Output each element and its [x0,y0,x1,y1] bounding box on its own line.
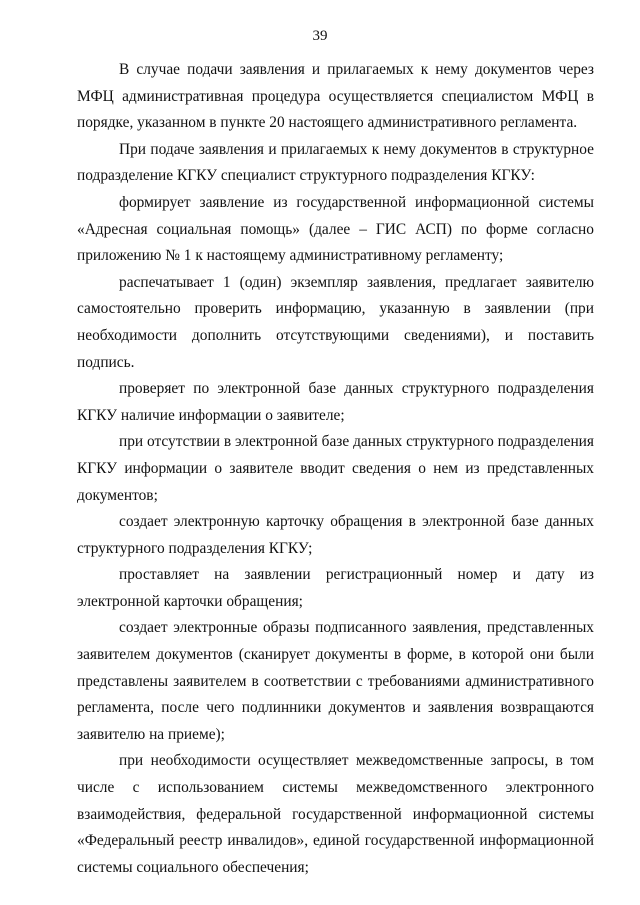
paragraph-check-database: проверяет по электронной базе данных структурного подразделения КГКУ наличие информации о заявителе; [77,380,594,424]
paragraph-form-application: формирует заявление из государственной информационной системы «Адресная социальная помощь» (далее – ГИС АСП) по форме согласно приложению № 1 к настоящему административному регламенту; [77,193,594,265]
paragraph-create-card: создает электронную карточку обращения в электронной базе данных структурного подразделения КГКУ; [77,513,594,557]
paragraph-enter-data: при отсутствии в электронной базе данных структурного подразделения КГКУ информации о заявителе вводит сведения о нем из представленных документов; [77,433,594,504]
paragraph-register-number: проставляет на заявлении регистрационный номер и дату из электронной карточки обращения; [77,566,594,610]
paragraph-kgku-submission: При подаче заявления и прилагаемых к нему документов в структурное подразделение КГКУ специалист структурного подразделения КГКУ: [77,140,594,185]
paragraph-scan-documents: создает электронные образы подписанного заявления, представленных заявителем документов (сканирует документы в форме, в которой они были представлены заявителем в соответствии с требованиями административного регламента, после чего подлинники документов и заявления возвращаются заявителю на приеме); [77,619,594,743]
paragraph-interagency-requests: при необходимости осуществляет межведомственные запросы, в том числе с использованием системы межведомственного электронного взаимодействия, федеральной государственной информационной системы «Федеральный реестр инвалидов», единой государственной информационной системы социального обеспечения; [77,752,594,876]
document-body [77,57,594,881]
paragraph-mfc-submission: В случае подачи заявления и прилагаемых к нему документов через МФЦ административная процедура осуществляется специалистом МФЦ в порядке, указанном в пункте 20 настоящего административного регламента. [77,61,594,132]
paragraph-print-application: распечатывает 1 (один) экземпляр заявления, предлагает заявителю самостоятельно проверить информацию, указанную в заявлении (при необходимости дополнить отсутствующими сведениями), и поставить подпись. [77,273,594,371]
page-number: 39 [312,28,328,44]
